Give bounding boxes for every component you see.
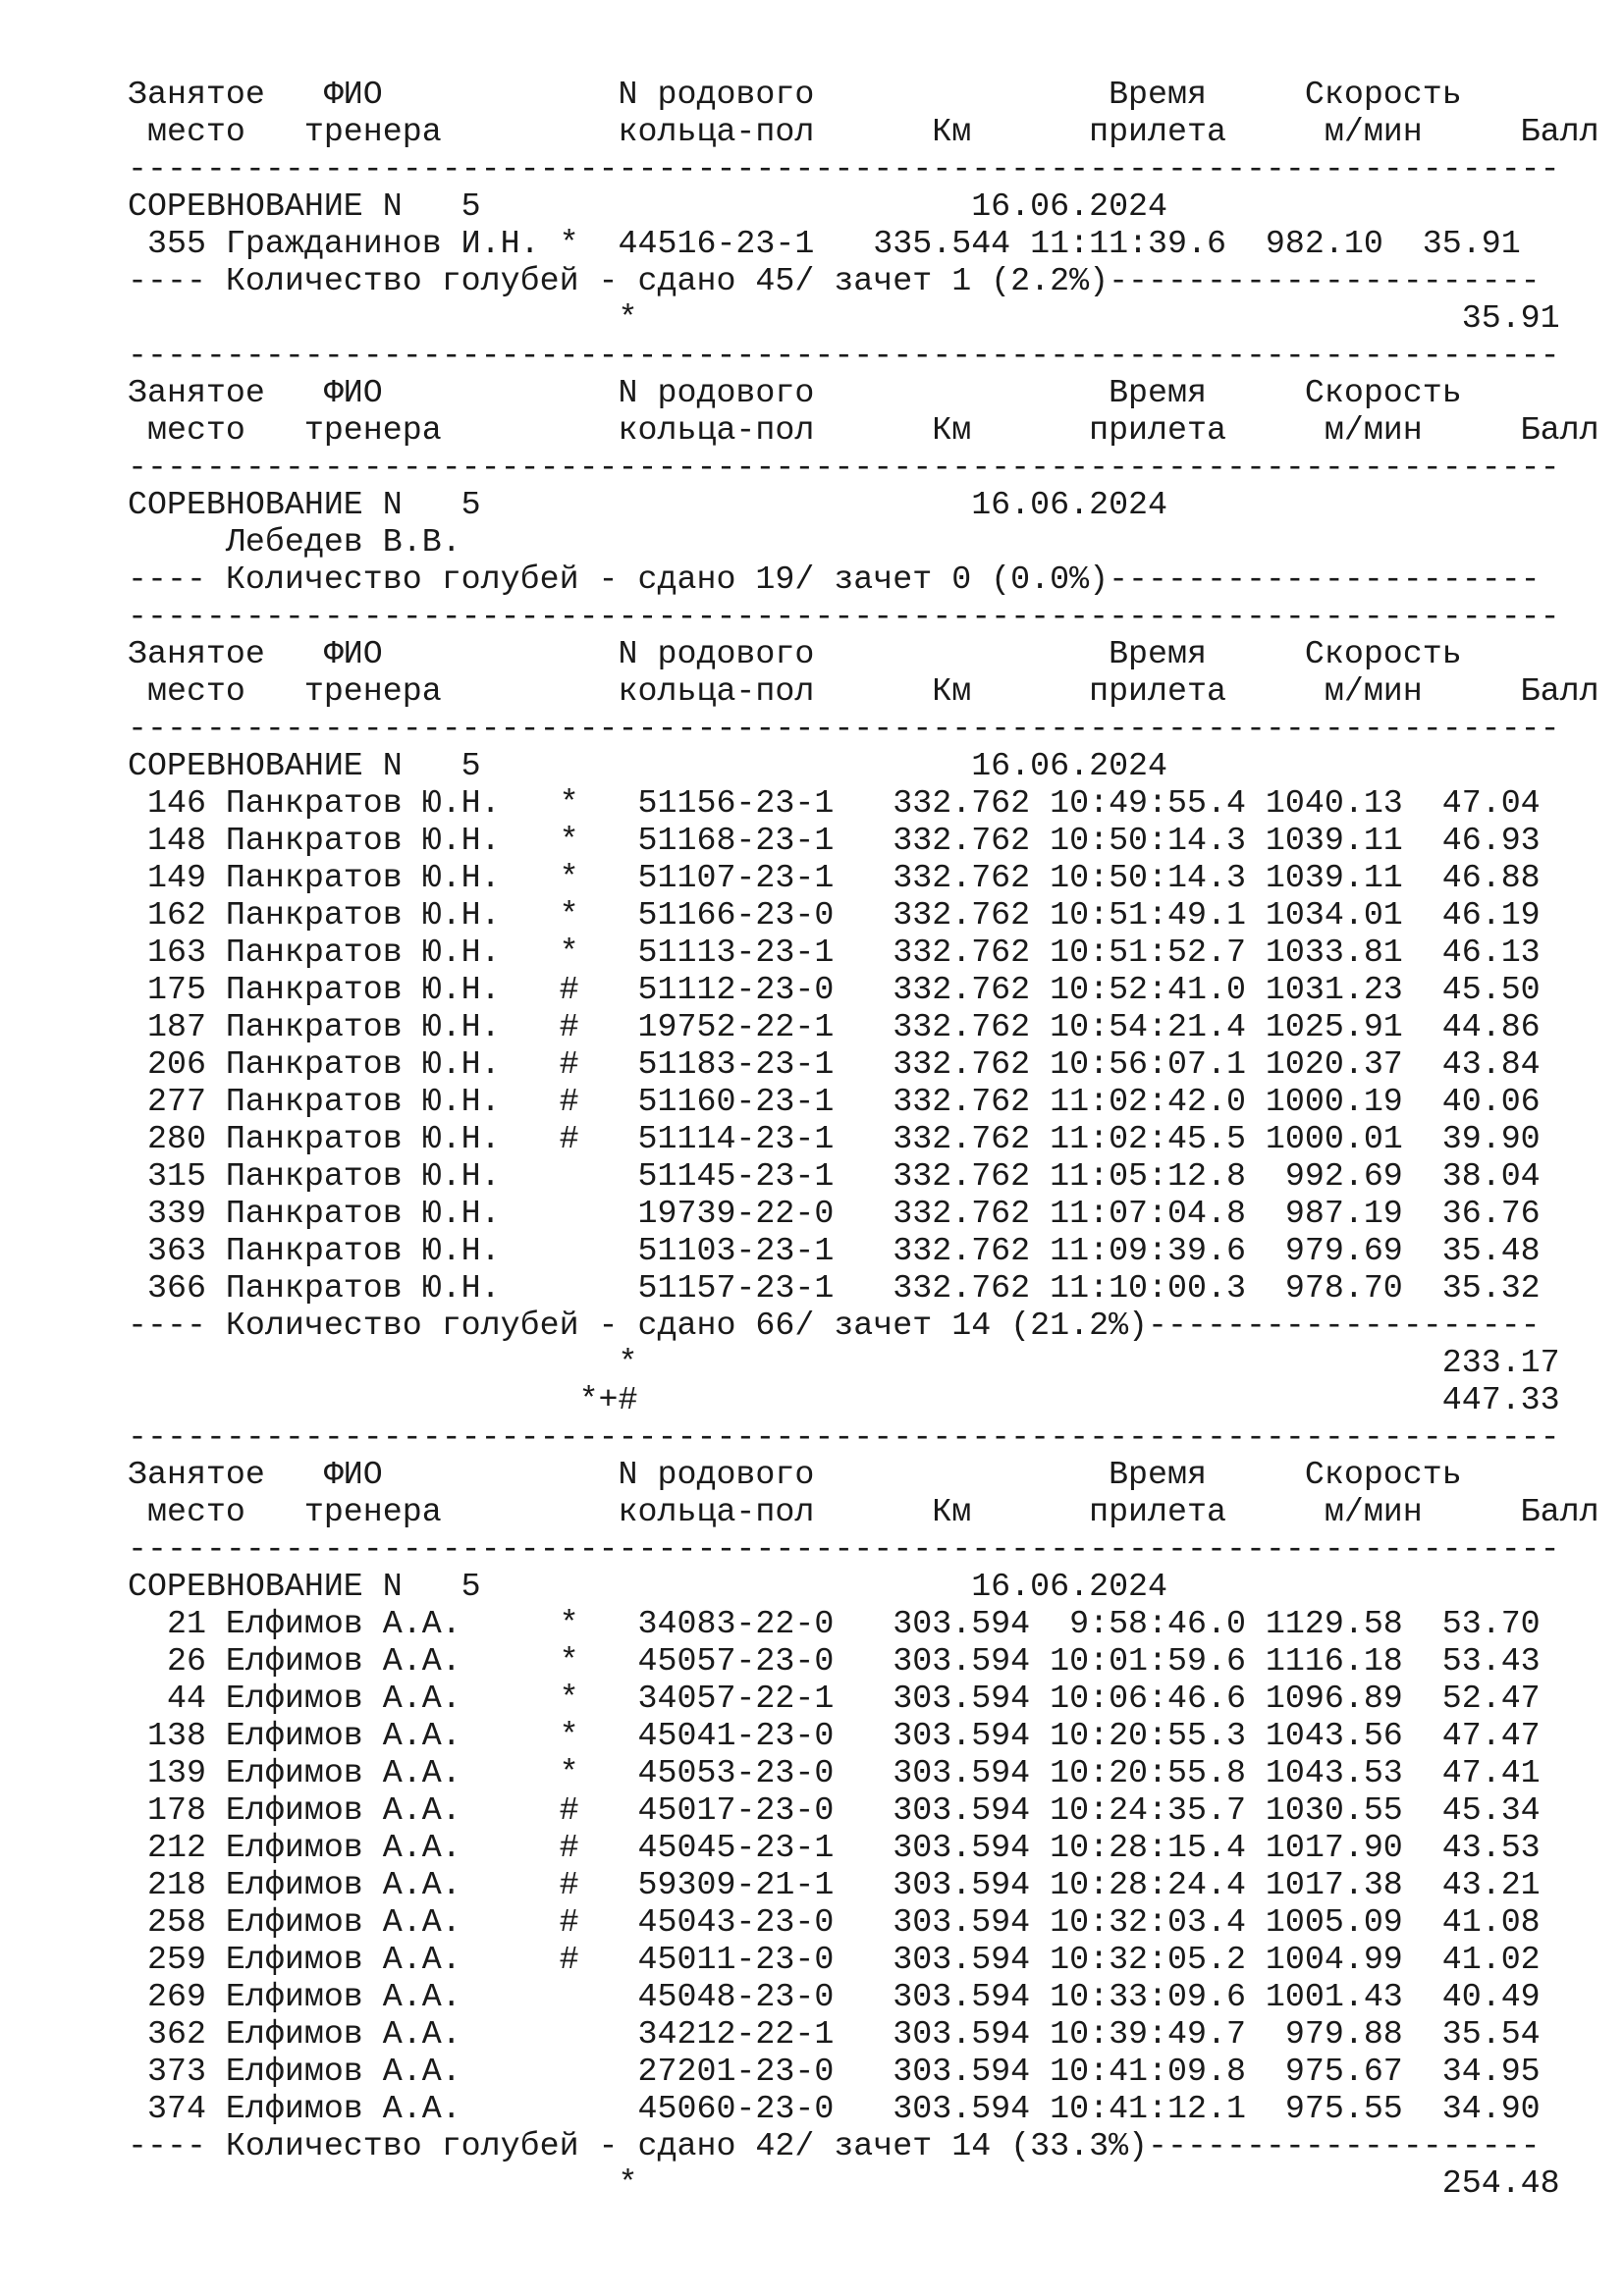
report-line: ------------------------------------------------------------------------- [128, 1530, 1560, 1568]
report-line: 373 Елфимов А.А. 27201-23-0 303.594 10:41:09.8 975.67 34.95 [128, 2053, 1541, 2090]
report-line: СОРЕВНОВАНИЕ N 5 16.06.2024 [128, 1568, 1168, 1605]
report-line: ------------------------------------------------------------------------- [128, 1418, 1560, 1456]
report-line: ------------------------------------------------------------------------- [128, 150, 1560, 187]
report-line: ---- Количество голубей - сдано 19/ зачет 0 (0.0%)---------------------- [128, 561, 1541, 598]
report-line: 21 Елфимов А.А. * 34083-22-0 303.594 9:58:46.0 1129.58 53.70 [128, 1605, 1541, 1642]
report-line: 339 Панкратов Ю.Н. 19739-22-0 332.762 11:07:04.8 987.19 36.76 [128, 1195, 1541, 1232]
report-line: Лебедев В.В. [128, 523, 461, 561]
report-line: 362 Елфимов А.А. 34212-22-1 303.594 10:39:49.7 979.88 35.54 [128, 2015, 1541, 2053]
report-line: СОРЕВНОВАНИЕ N 5 16.06.2024 [128, 747, 1168, 784]
report-line: 146 Панкратов Ю.Н. * 51156-23-1 332.762 10:49:55.4 1040.13 47.04 [128, 784, 1541, 822]
report-line: 206 Панкратов Ю.Н. # 51183-23-1 332.762 10:56:07.1 1020.37 43.84 [128, 1045, 1541, 1083]
report-line: 315 Панкратов Ю.Н. 51145-23-1 332.762 11:05:12.8 992.69 38.04 [128, 1157, 1541, 1195]
report-line: ------------------------------------------------------------------------- [128, 337, 1560, 374]
report-line: Занятое ФИО N родового Время Скорость [128, 1456, 1462, 1493]
report-line: 138 Елфимов А.А. * 45041-23-0 303.594 10:20:55.3 1043.56 47.47 [128, 1717, 1541, 1754]
report-line: ------------------------------------------------------------------------- [128, 598, 1560, 635]
report-line: 162 Панкратов Ю.Н. * 51166-23-0 332.762 10:51:49.1 1034.01 46.19 [128, 896, 1541, 934]
report-line: ---- Количество голубей - сдано 66/ зачет 14 (21.2%)-------------------- [128, 1307, 1541, 1344]
report-line: *+# 447.33 [128, 1381, 1560, 1418]
report-line: 26 Елфимов А.А. * 45057-23-0 303.594 10:01:59.6 1116.18 53.43 [128, 1642, 1541, 1680]
report-line: 277 Панкратов Ю.Н. # 51160-23-1 332.762 11:02:42.0 1000.19 40.06 [128, 1083, 1541, 1120]
report-line: 212 Елфимов А.А. # 45045-23-1 303.594 10:28:15.4 1017.90 43.53 [128, 1829, 1541, 1866]
report-line: место тренера кольца-пол Км прилета м/мин Балл [128, 672, 1599, 710]
report-line: 259 Елфимов А.А. # 45011-23-0 303.594 10:32:05.2 1004.99 41.02 [128, 1941, 1541, 1978]
report-line: ---- Количество голубей - сдано 42/ зачет 14 (33.3%)-------------------- [128, 2127, 1541, 2164]
report-line: ------------------------------------------------------------------------- [128, 710, 1560, 747]
report-line: 355 Гражданинов И.Н. * 44516-23-1 335.544 11:11:39.6 982.10 35.91 [128, 225, 1521, 262]
report-line: Занятое ФИО N родового Время Скорость [128, 635, 1462, 672]
report-line: 363 Панкратов Ю.Н. 51103-23-1 332.762 11:09:39.6 979.69 35.48 [128, 1232, 1541, 1269]
report-line: 258 Елфимов А.А. # 45043-23-0 303.594 10:32:03.4 1005.09 41.08 [128, 1903, 1541, 1941]
report-line: Занятое ФИО N родового Время Скорость [128, 374, 1462, 411]
report-line: 374 Елфимов А.А. 45060-23-0 303.594 10:41:12.1 975.55 34.90 [128, 2090, 1541, 2127]
report-line: 163 Панкратов Ю.Н. * 51113-23-1 332.762 10:51:52.7 1033.81 46.13 [128, 934, 1541, 971]
report-line: 218 Елфимов А.А. # 59309-21-1 303.594 10:28:24.4 1017.38 43.21 [128, 1866, 1541, 1903]
report-line: 139 Елфимов А.А. * 45053-23-0 303.594 10:20:55.8 1043.53 47.41 [128, 1754, 1541, 1791]
report-line: * 35.91 [128, 299, 1560, 337]
report-line: место тренера кольца-пол Км прилета м/мин Балл [128, 411, 1599, 449]
report-line: * 254.48 [128, 2164, 1560, 2202]
report-line: 187 Панкратов Ю.Н. # 19752-22-1 332.762 10:54:21.4 1025.91 44.86 [128, 1008, 1541, 1045]
report-line: * 233.17 [128, 1344, 1560, 1381]
report-line: место тренера кольца-пол Км прилета м/мин Балл [128, 1493, 1599, 1530]
report-line: место тренера кольца-пол Км прилета м/мин Балл [128, 113, 1599, 150]
results-report [128, 76, 1599, 2202]
report-line: 269 Елфимов А.А. 45048-23-0 303.594 10:33:09.6 1001.43 40.49 [128, 1978, 1541, 2015]
report-line: 148 Панкратов Ю.Н. * 51168-23-1 332.762 10:50:14.3 1039.11 46.93 [128, 822, 1541, 859]
report-line: 175 Панкратов Ю.Н. # 51112-23-0 332.762 10:52:41.0 1031.23 45.50 [128, 971, 1541, 1008]
report-line: СОРЕВНОВАНИЕ N 5 16.06.2024 [128, 187, 1168, 225]
report-line: 280 Панкратов Ю.Н. # 51114-23-1 332.762 11:02:45.5 1000.01 39.90 [128, 1120, 1541, 1157]
report-line: ------------------------------------------------------------------------- [128, 449, 1560, 486]
report-line: 149 Панкратов Ю.Н. * 51107-23-1 332.762 10:50:14.3 1039.11 46.88 [128, 859, 1541, 896]
report-line: Занятое ФИО N родового Время Скорость [128, 76, 1462, 113]
report-line: ---- Количество голубей - сдано 45/ зачет 1 (2.2%)---------------------- [128, 262, 1541, 299]
report-line: 366 Панкратов Ю.Н. 51157-23-1 332.762 11:10:00.3 978.70 35.32 [128, 1269, 1541, 1307]
report-line: 178 Елфимов А.А. # 45017-23-0 303.594 10:24:35.7 1030.55 45.34 [128, 1791, 1541, 1829]
report-line: СОРЕВНОВАНИЕ N 5 16.06.2024 [128, 486, 1168, 523]
report-line: 44 Елфимов А.А. * 34057-22-1 303.594 10:06:46.6 1096.89 52.47 [128, 1680, 1541, 1717]
